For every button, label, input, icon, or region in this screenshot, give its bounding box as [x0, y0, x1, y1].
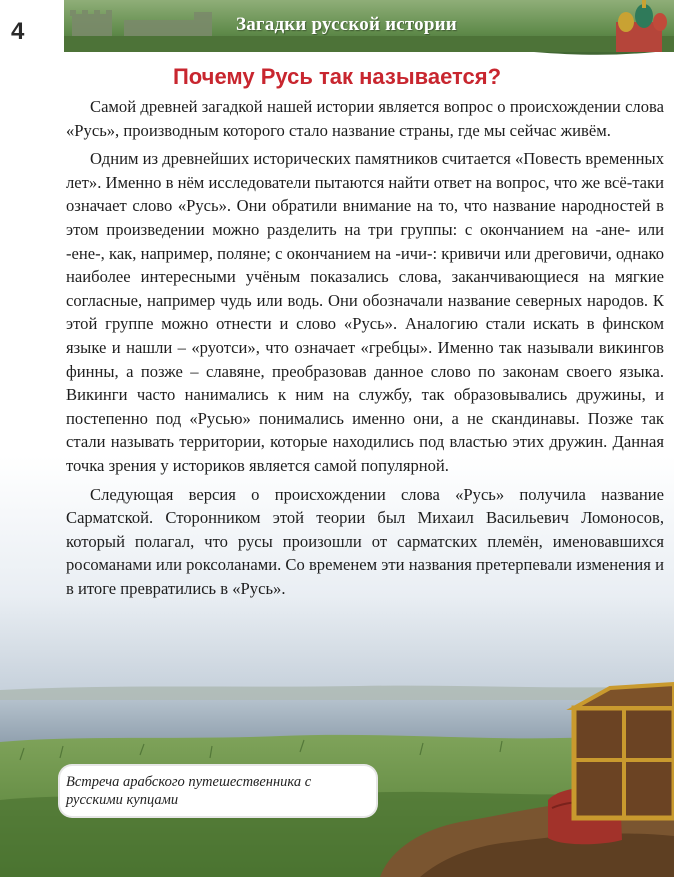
- article-paragraph: Следующая версия о происхождении слова «Русь» получила название Сарматской. Сторонником этой теории был Михаил Васильевич Ломоносов, который полагал, что русы произошли от сарматских племён, именовавшихся росоманами или роксоланами. Со временем эти названия претерпевали изменения и в итоге превратились в «Русь».: [66, 484, 664, 598]
- article-paragraph: Самой древней загадкой нашей истории является вопрос о происхождении слова «Русь», производным которого стало название страны, где мы сейчас живём.: [66, 97, 664, 140]
- article-body: [66, 95, 664, 605]
- illustration-caption: Встреча арабского путешественника с русскими купцами: [66, 774, 312, 808]
- article-title: Почему Русь так называется?: [172, 64, 502, 89]
- page-number: 4: [11, 18, 25, 45]
- article-paragraph: Одним из древнейших исторических памятников считается «Повесть временных лет». Именно в нём исследователи пытаются найти ответ на вопрос, что же всё-таки означает слово «Русь». Они обратили внимание на то, что название народностей в этом произведении можно разделить на три группы: с окончанием на -ане- или -ене-, как, например, поляне; с окончанием на -ичи-: кривичи или дреговичи, однако наиболее интересными учёным показались слова, заканчивающиеся на мягкие согласные, например чудь или водь. Они обозначали название северных народов. К этой группе можно отнести и слово «Русь». Аналогию стали искать в финском языке и нашли – «руотси», что означает «гребцы». Именно так называли викингов финны, а позже – славяне, преобразовав данное слово по законам своего языка. Викинги часто нанимались к ним на службу, так образовывались дружины, и постепенно под «Русью» понимались именно они, а не скандинавы. Позже так стали называть территории, которые находились под властью этих дружин. Данная точка зрения у историков является самой популярной.: [66, 149, 664, 475]
- section-title: Загадки русской истории: [236, 14, 457, 35]
